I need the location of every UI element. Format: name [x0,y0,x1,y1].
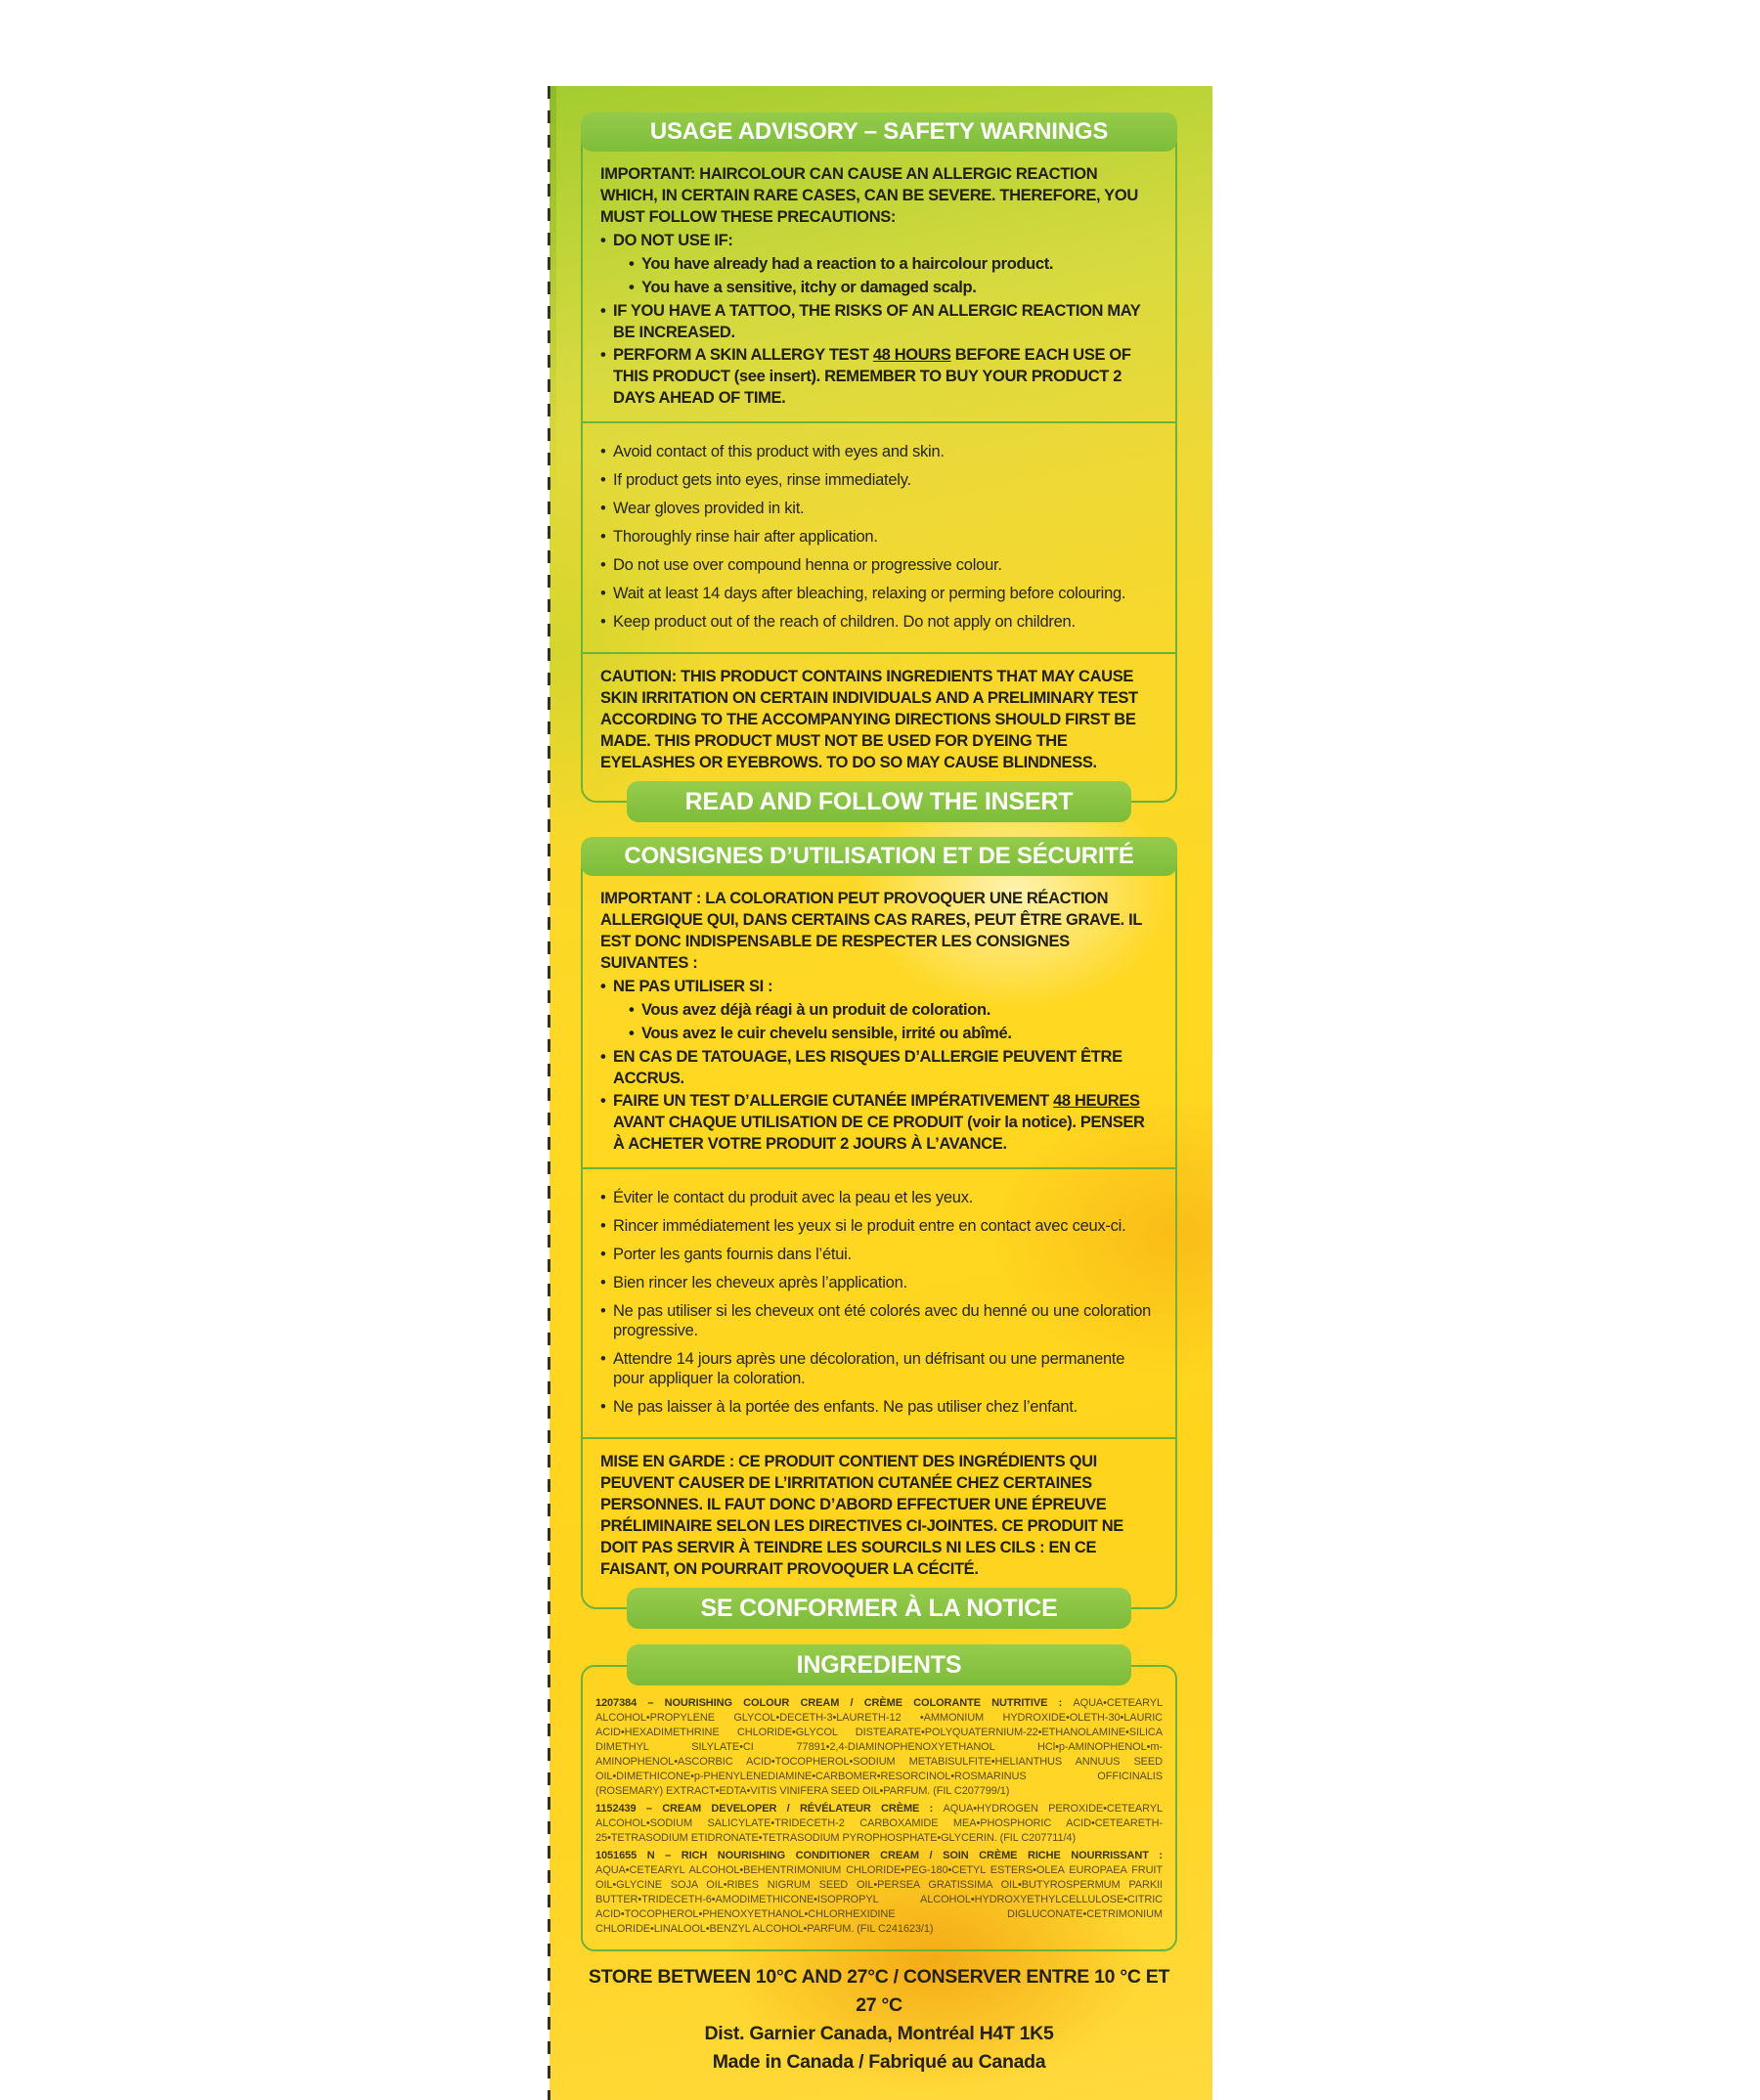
en-precaution-rinse-eyes: • If product gets into eyes, rinse immediately. [600,470,1158,490]
en-do-not-use-sublist [629,253,1158,298]
fr-tattoo-item: • EN CAS DE TATOUAGE, LES RISQUES D’ALLERGIE PEUVENT ÊTRE ACCRUS. [600,1046,1158,1089]
fr-important-list [600,976,1158,1155]
en-reaction-item: • You have already had a reaction to a haircolour product. [629,253,1158,275]
en-important-block [583,152,1175,423]
en-tattoo-item: • IF YOU HAVE A TATTOO, THE RISKS OF AN ALLERGIC REACTION MAY BE INCREASED. [600,300,1158,343]
fr-safety-header-label: CONSIGNES D’UTILISATION ET DE SÉCURITÉ [624,843,1134,869]
en-safety-header-label: USAGE ADVISORY – SAFETY WARNINGS [649,118,1109,145]
se-conformer-banner [627,1588,1131,1629]
made-in-line: Made in Canada / Fabriqué au Canada [712,2051,1046,2073]
en-precaution-rinse-hair: • Thoroughly rinse hair after application. [600,527,1158,547]
fr-safety-panel [581,837,1177,1609]
ingredient-paragraph-conditioner [595,1849,1163,1937]
ingredient-product-name: 1207384 – NOURISHING COLOUR CREAM / CRÈME COLORANTE NUTRITIVE : [595,1697,1074,1709]
en-precaution-gloves: • Wear gloves provided in kit. [600,499,1158,518]
fr-do-not-use-item [600,976,1158,1044]
ingredient-list-text: AQUA•CETEARYL ALCOHOL•PROPYLENE GLYCOL•DECETH-3•LAURETH-12 •AMMONIUM HYDROXIDE•OLETH-30•LAURIC ACID•HEXADIMETHRINE CHLORIDE•GLYCOL DISTEARATE•POLYQUATERNIUM-22•ETHANOLAMINE•SILICA DIMETHYL SILYLATE•CI 77891•2,4-DIAMINOPHENOXYETHANOL HCl•p-AMINOPHENOL•m-AMINOPHENOL•ASCORBIC ACID•TOCOPHEROL•SODIUM METABISULFITE•HELIANTHUS ANNUUS SEED OIL•DIMETHICONE•p-PHENYLENEDIAMINE•CARBOMER•RESORCINOL•ROSMARINUS OFFICINALIS (ROSEMARY) EXTRACT•EDTA•VITIS VINIFERA SEED OIL•PARFUM. (FIL C207799/1) [595,1697,1163,1797]
ingredient-list-text: AQUA•CETEARYL ALCOHOL•BEHENTRIMONIUM CHLORIDE•PEG-180•CETYL ESTERS•OLEA EUROPAEA FRUIT OIL•GLYCINE SOJA OIL•RIBES NIGRUM SEED OIL•PERSEA GRATISSIMA OIL•BUTYROSPERMUM PARKII BUTTER•TRIDECETH-6•AMODIMETHICONE•ISOPROPYL ALCOHOL•HYDROXYETHYLCELLULOSE•CITRIC ACID•TOCOPHEROL•PHENOXYETHANOL•CHLORHEXIDINE DIGLUCONATE•CETRIMONIUM CHLORIDE•LINALOOL•BENZYL ALCOHOL•PARFUM. (FIL C241623/1) [595,1864,1163,1935]
ingredients-banner-label: INGREDIENTS [796,1650,962,1679]
ingredient-product-name: 1051655 N – RICH NOURISHING CONDITIONER CREAM / SOIN CRÈME RICHE NOURRISSANT : [595,1850,1163,1861]
fr-precaution-rincer-cheveux: • Bien rincer les cheveux après l’application. [600,1273,1158,1292]
haircolour-box-back-panel [550,86,1212,2100]
fr-precautions-list [600,1188,1158,1417]
fr-do-not-use-sublist [629,999,1158,1044]
ingredient-paragraph-colour-cream [595,1696,1163,1799]
en-safety-panel [581,112,1177,803]
en-skin-test-item [600,344,1158,409]
distributor-line: Dist. Garnier Canada, Montréal H4T 1K5 [704,2023,1054,2044]
en-skin-test-48-hours: 48 HOURS [872,346,951,364]
ingredients-banner [627,1644,1131,1685]
fr-precaution-henne: • Ne pas utiliser si les cheveux ont été colorés avec du henné ou une coloration progressive. [600,1301,1158,1340]
en-skin-test-pre: PERFORM A SKIN ALLERGY TEST [613,346,873,364]
ingredient-product-name: 1152439 – CREAM DEVELOPER / RÉVÉLATEUR CRÈME : [595,1803,944,1815]
fr-precautions-block [583,1169,1175,1439]
en-skin-test-post: BEFORE EACH USE OF THIS PRODUCT (see insert). REMEMBER TO BUY YOUR PRODUCT 2 DAYS AHEAD OF TIME. [613,346,1131,407]
fr-skin-test-48-heures: 48 HEURES [1053,1092,1140,1110]
ingredient-list-text: AQUA•HYDROGEN PEROXIDE•CETEARYL ALCOHOL•SODIUM SALICYLATE•TRIDECETH-2 CARBOXAMIDE MEA•PHOSPHORIC ACID•CETEARETH-25•TETRASODIUM ETIDRONATE•TETRASODIUM PYROPHOSPHATE•GLYCERIN. (FIL C207711/4) [595,1803,1163,1844]
en-do-not-use-label: DO NOT USE IF: [613,232,733,249]
section-gap [581,822,1177,837]
fr-caution-text: MISE EN GARDE : CE PRODUIT CONTIENT DES INGRÉDIENTS QUI PEUVENT CAUSER DE L’IRRITATION CUTANÉE CHEZ CERTAINES PERSONNES. IL FAUT DONC D’ABORD EFFECTUER UNE ÉPREUVE PRÉLIMINAIRE SELON LES DIRECTIVES CI-JOINTES. CE PRODUIT NE DOIT PAS SERVIR À TEINDRE LES SOURCILS NI LES CILS : EN CE FAISANT, ON POURRAIT PROVOQUER LA CÉCITÉ. [600,1453,1123,1578]
se-conformer-banner-label: SE CONFORMER À LA NOTICE [700,1594,1058,1622]
fr-skin-test-post: AVANT CHAQUE UTILISATION DE CE PRODUIT (voir la notice). PENSER À ACHETER VOTRE PRODUIT 2 JOURS À L’AVANCE. [613,1114,1145,1153]
fr-precaution-peau-yeux: • Éviter le contact du produit avec la peau et les yeux. [600,1188,1158,1207]
fr-skin-test-item [600,1090,1158,1155]
fr-skin-test-pre: FAIRE UN TEST D’ALLERGIE CUTANÉE IMPÉRATIVEMENT [613,1092,1054,1110]
fr-precaution-attendre-14-jours: • Attendre 14 jours après une décoloration, un défrisant ou une permanente pour appliquer la coloration. [600,1349,1158,1388]
ingredient-paragraph-developer [595,1802,1163,1846]
en-precaution-children: • Keep product out of the reach of children. Do not apply on children. [600,612,1158,632]
en-do-not-use-item [600,230,1158,298]
en-precaution-eyes-skin: • Avoid contact of this product with eyes and skin. [600,442,1158,461]
fr-precaution-enfants: • Ne pas laisser à la portée des enfants. Ne pas utiliser chez l’enfant. [600,1397,1158,1417]
en-caution-text: CAUTION: THIS PRODUCT CONTAINS INGREDIENTS THAT MAY CAUSE SKIN IRRITATION ON CERTAIN INDIVIDUALS AND A PRELIMINARY TEST ACCORDING TO THE ACCOMPANYING DIRECTIONS SHOULD FIRST BE MADE. THIS PRODUCT MUST NOT BE USED FOR DYEING THE EYELASHES OR EYEBROWS. TO DO SO MAY CAUSE BLINDNESS. [600,668,1138,771]
fr-precaution-rincer-yeux: • Rincer immédiatement les yeux si le produit entre en contact avec ceux-ci. [600,1216,1158,1236]
en-precaution-wait-14-days: • Wait at least 14 days after bleaching, relaxing or perming before colouring. [600,584,1158,603]
en-precautions-list [600,442,1158,632]
ingredients-panel [581,1665,1177,1951]
fr-scalp-item: • Vous avez le cuir chevelu sensible, irrité ou abîmé. [629,1023,1158,1044]
fr-important-block [583,876,1175,1169]
footer-block [581,1963,1177,2077]
fr-caution-block [583,1439,1175,1607]
en-caution-block [583,654,1175,801]
storage-instructions: STORE BETWEEN 10°C AND 27°C / CONSERVER ENTRE 10 °C ET 27 °C [588,1966,1170,2016]
read-insert-banner-label: READ AND FOLLOW THE INSERT [684,787,1074,815]
en-scalp-item: • You have a sensitive, itchy or damaged scalp. [629,277,1158,298]
fr-precaution-gants: • Porter les gants fournis dans l’étui. [600,1245,1158,1264]
en-precautions-block [583,423,1175,654]
read-insert-banner [627,781,1131,822]
en-safety-header [581,112,1177,152]
en-precaution-henna: • Do not use over compound henna or progressive colour. [600,555,1158,575]
fr-safety-header [581,837,1177,876]
en-important-list [600,230,1158,409]
fr-important-intro: IMPORTANT : LA COLORATION PEUT PROVOQUER UNE RÉACTION ALLERGIQUE QUI, DANS CERTAINS CAS RARES, PEUT ÊTRE GRAVE. IL EST DONC INDISPENSABLE DE RESPECTER LES CONSIGNES SUIVANTES : [600,890,1142,972]
en-important-intro: IMPORTANT: HAIRCOLOUR CAN CAUSE AN ALLERGIC REACTION WHICH, IN CERTAIN RARE CASES, CAN BE SEVERE. THEREFORE, YOU MUST FOLLOW THESE PRECAUTIONS: [600,165,1138,226]
fr-reaction-item: • Vous avez déjà réagi à un produit de coloration. [629,999,1158,1021]
fr-do-not-use-label: NE PAS UTILISER SI : [613,978,773,995]
